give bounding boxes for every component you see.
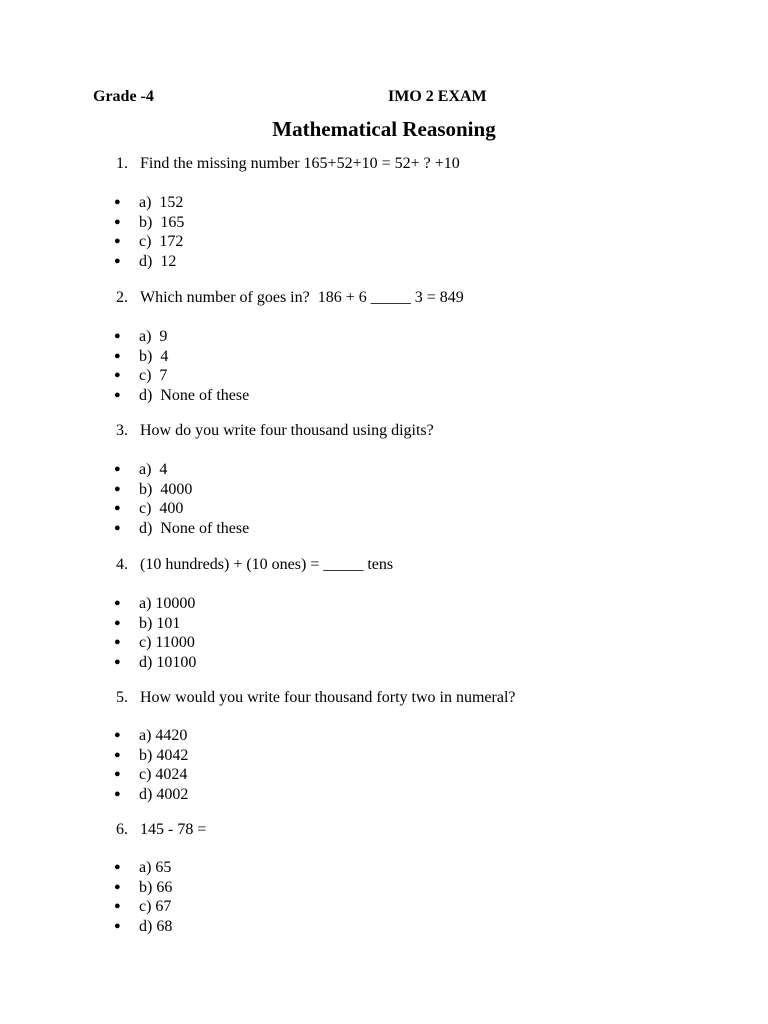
bullet-icon: ●: [114, 788, 121, 801]
page-title: Mathematical Reasoning: [272, 117, 496, 141]
question-text: How would you write four thousand forty two in numeral?: [140, 689, 516, 706]
answer-option: ● a) 4: [114, 461, 168, 478]
bullet-icon: ●: [114, 597, 121, 609]
answer-option: ● c) 4024: [114, 766, 188, 784]
answer-option: ● d) 10100: [114, 654, 197, 672]
answer-option: ● a) 65: [114, 859, 172, 876]
answer-option: ● b) 66: [114, 878, 173, 896]
answer-option: ● c) 400: [114, 500, 184, 518]
bullet-icon: ●: [114, 369, 121, 382]
answer-option: ● c) 11000: [114, 634, 195, 652]
answer-option: ● d) 4002: [114, 786, 189, 804]
question-6: [116, 821, 206, 839]
bullet-icon: ●: [114, 255, 121, 268]
exam-label: IMO 2 EXAM: [388, 88, 487, 105]
bullet-icon: ●: [114, 349, 121, 362]
answer-options-4: [114, 594, 196, 673]
question-number: 1.: [116, 155, 128, 172]
bullet-icon: ●: [114, 235, 121, 248]
bullet-icon: ●: [114, 330, 121, 342]
answer-options-2: [114, 327, 249, 406]
question-number: 6.: [116, 821, 128, 838]
answer-option: ● b) 101: [114, 614, 181, 632]
question-3: [116, 422, 434, 440]
bullet-icon: ●: [114, 522, 121, 535]
answer-option: ● b) 165: [114, 213, 185, 231]
answer-option: ● b) 4000: [114, 480, 193, 498]
question-text: Find the missing number 165+52+10 = 52+ ? +10: [140, 155, 460, 172]
answer-option: ● b) 4: [114, 347, 169, 365]
question-4: [116, 556, 393, 574]
answer-options-3: [114, 460, 249, 539]
answer-option: ● a) 10000: [114, 595, 196, 612]
grade-label: Grade -4: [93, 88, 154, 105]
answer-option: ● d) None of these: [114, 387, 250, 405]
question-5: [116, 689, 515, 707]
bullet-icon: ●: [114, 616, 121, 629]
question-number: 3.: [116, 422, 128, 439]
bullet-icon: ●: [114, 463, 121, 475]
answer-options-6: [114, 858, 172, 937]
question-number: 4.: [116, 556, 128, 573]
question-1: [116, 155, 460, 173]
answer-option: ● c) 67: [114, 898, 172, 916]
bullet-icon: ●: [114, 880, 121, 893]
answer-options-5: [114, 726, 188, 805]
bullet-icon: ●: [114, 502, 121, 515]
bullet-icon: ●: [114, 768, 121, 781]
answer-option: ● a) 152: [114, 194, 184, 211]
bullet-icon: ●: [114, 748, 121, 761]
question-text: (10 hundreds) + (10 ones) = _____ tens: [140, 556, 394, 573]
bullet-icon: ●: [114, 636, 121, 649]
question-number: 2.: [116, 289, 128, 306]
answer-option: ● b) 4042: [114, 746, 189, 764]
answer-options-1: [114, 193, 184, 272]
bullet-icon: ●: [114, 215, 121, 228]
bullet-icon: ●: [114, 389, 121, 402]
answer-option: ● d) None of these: [114, 520, 250, 538]
question-number: 5.: [116, 689, 128, 706]
answer-option: ● c) 172: [114, 233, 184, 251]
question-text: How do you write four thousand using digits?: [140, 422, 434, 439]
answer-option: ● c) 7: [114, 367, 168, 385]
question-text: 145 - 78 =: [140, 821, 207, 838]
bullet-icon: ●: [114, 656, 121, 669]
answer-option: ● d) 68: [114, 918, 173, 936]
bullet-icon: ●: [114, 196, 121, 208]
bullet-icon: ●: [114, 920, 121, 933]
question-2: [116, 289, 464, 307]
answer-option: ● a) 9: [114, 328, 168, 345]
answer-option: ● d) 12: [114, 253, 177, 271]
bullet-icon: ●: [114, 729, 121, 741]
question-text: Which number of goes in? 186 + 6 _____ 3 = 849: [140, 289, 464, 306]
bullet-icon: ●: [114, 861, 121, 873]
bullet-icon: ●: [114, 482, 121, 495]
exam-header: [93, 88, 693, 110]
answer-option: ● a) 4420: [114, 727, 188, 744]
bullet-icon: ●: [114, 900, 121, 913]
